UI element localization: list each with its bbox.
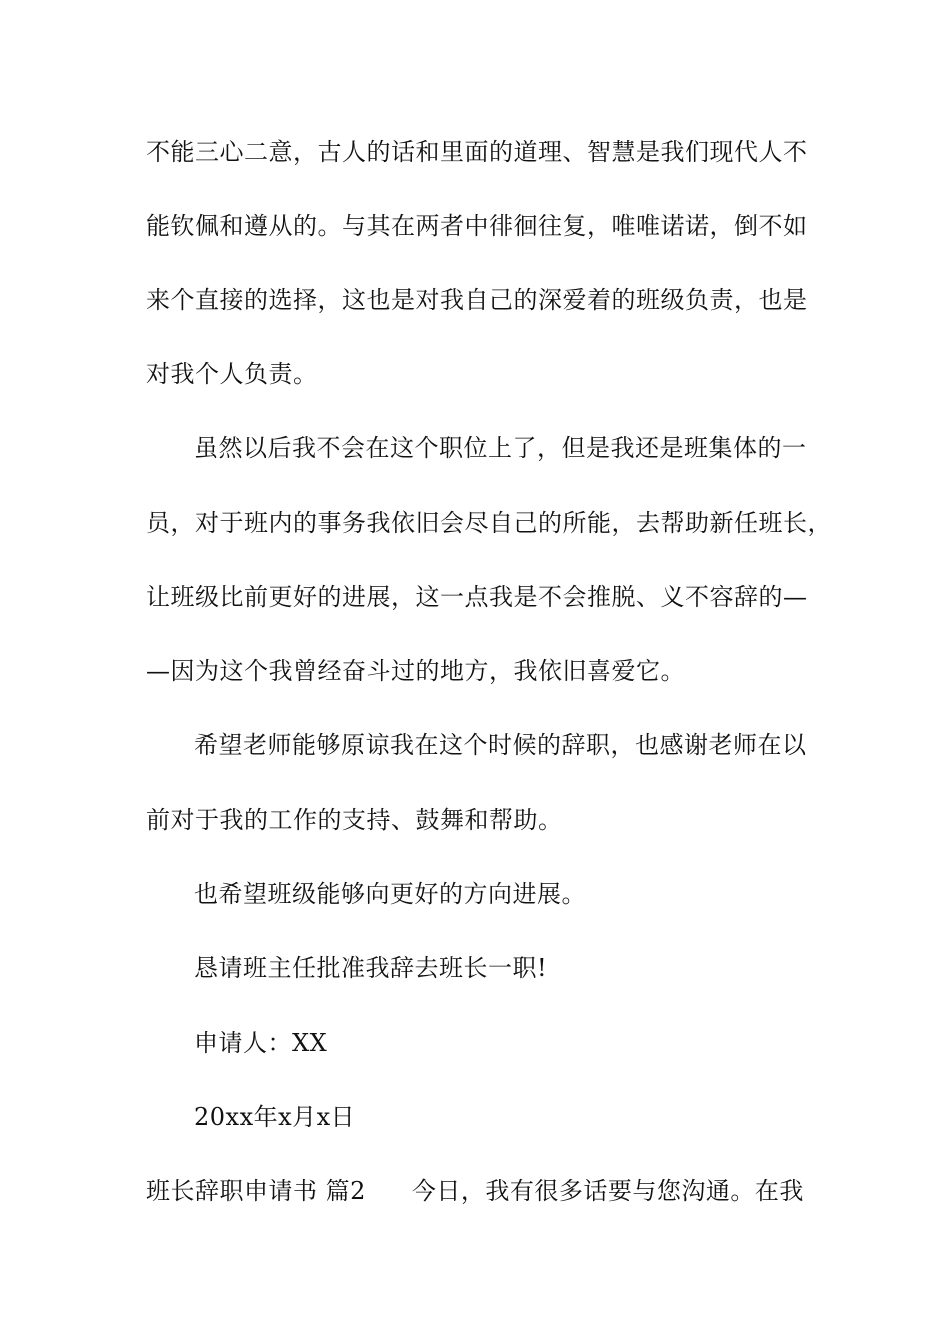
body-text-line: 不能三心二意，古人的话和里面的道理、智慧是我们现代人不 xyxy=(146,138,808,166)
date-line: 20xx年x月x日 xyxy=(194,1103,356,1131)
body-text-line: 对我个人负责。 xyxy=(146,360,318,388)
body-text-line: 员，对于班内的事务我依旧会尽自己的所能，去帮助新任班长， xyxy=(146,509,832,537)
body-text-line: 让班级比前更好的进展，这一点我是不会推脱、义不容辞的— xyxy=(146,583,808,611)
section-title: 班长辞职申请书 篇2 xyxy=(146,1177,366,1205)
body-text-line: 也希望班级能够向更好的方向进展。 xyxy=(194,880,586,908)
next-section-line xyxy=(146,1176,804,1206)
body-text-line: 前对于我的工作的支持、鼓舞和帮助。 xyxy=(146,806,563,834)
body-text-line: 能钦佩和遵从的。与其在两者中徘徊往复，唯唯诺诺，倒不如 xyxy=(146,212,808,240)
applicant-line: 申请人：XX xyxy=(194,1029,328,1057)
body-text-line: 来个直接的选择，这也是对我自己的深爱着的班级负责，也是 xyxy=(146,286,808,314)
body-text-line: —因为这个我曾经奋斗过的地方，我依旧喜爱它。 xyxy=(146,657,685,685)
section-opening-text: 今日，我有很多话要与您沟通。在我 xyxy=(411,1177,804,1205)
body-text-line: 希望老师能够原谅我在这个时候的辞职，也感谢老师在以 xyxy=(194,731,807,759)
request-line: 恳请班主任批准我辞去班长一职! xyxy=(194,954,548,982)
body-text-line: 虽然以后我不会在这个职位上了，但是我还是班集体的一 xyxy=(194,434,807,462)
